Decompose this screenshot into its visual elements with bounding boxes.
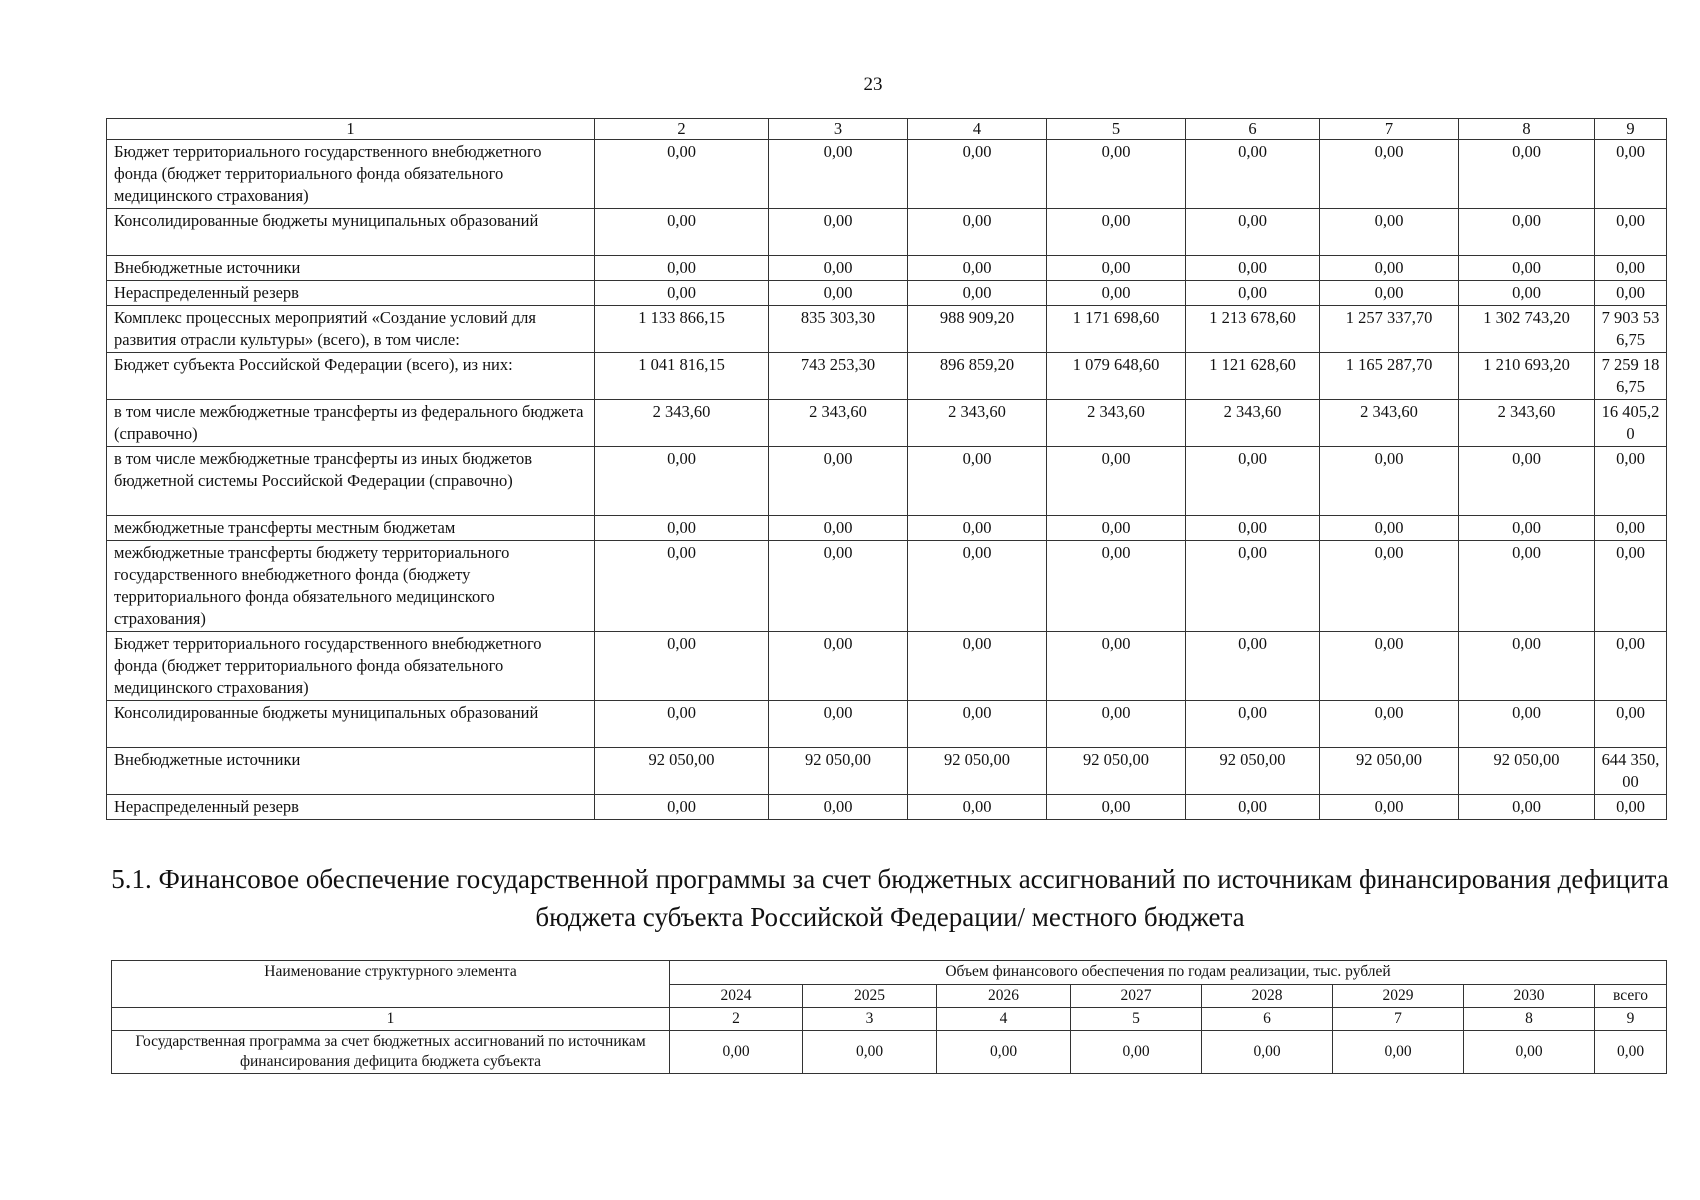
cell-value: 0,00 xyxy=(769,701,908,748)
cell-value: 1 210 693,20 xyxy=(1459,353,1595,400)
cell-value: 0,00 xyxy=(1320,447,1459,516)
cell-value: 0,00 xyxy=(1464,1031,1595,1074)
cell-value: 92 050,00 xyxy=(1459,748,1595,795)
cell-value: 0,00 xyxy=(1186,447,1320,516)
cell-value: 0,00 xyxy=(1186,516,1320,541)
cell-value: 0,00 xyxy=(1186,701,1320,748)
cell-value: 7 259 186,75 xyxy=(1595,353,1667,400)
name-column-header: Наименование структурного элемента xyxy=(112,961,670,1008)
cell-value: 0,00 xyxy=(937,1031,1071,1074)
cell-value: 92 050,00 xyxy=(595,748,769,795)
cell-value: 835 303,30 xyxy=(769,306,908,353)
cell-value: 0,00 xyxy=(1333,1031,1464,1074)
cell-value: 0,00 xyxy=(908,447,1047,516)
row-label: Бюджет субъекта Российской Федерации (всего), из них: xyxy=(107,353,595,400)
cell-value: 0,00 xyxy=(769,447,908,516)
cell-value: 0,00 xyxy=(595,541,769,632)
cell-value: 0,00 xyxy=(1186,209,1320,256)
year-header: 2025 xyxy=(803,984,937,1008)
column-number: 6 xyxy=(1186,119,1320,140)
cell-value: 1 165 287,70 xyxy=(1320,353,1459,400)
column-number: 1 xyxy=(107,119,595,140)
column-number: 7 xyxy=(1333,1008,1464,1031)
page-number: 23 xyxy=(863,74,883,95)
column-number: 2 xyxy=(595,119,769,140)
table-row xyxy=(107,447,1667,516)
cell-value: 1 257 337,70 xyxy=(1320,306,1459,353)
cell-value: 0,00 xyxy=(1320,516,1459,541)
column-number-row xyxy=(112,1008,1667,1031)
cell-value: 0,00 xyxy=(769,795,908,820)
cell-value: 0,00 xyxy=(1047,541,1186,632)
cell-value: 0,00 xyxy=(908,140,1047,209)
cell-value: 92 050,00 xyxy=(1320,748,1459,795)
budget-table xyxy=(106,118,1667,820)
cell-value: 0,00 xyxy=(1595,140,1667,209)
cell-value: 0,00 xyxy=(595,281,769,306)
cell-value: 0,00 xyxy=(1186,632,1320,701)
row-label: межбюджетные трансферты бюджету территориального государственного внебюджетного фонда (бюджету территориального фонда обязательного медицинского страхования) xyxy=(107,541,595,632)
cell-value: 0,00 xyxy=(769,140,908,209)
table-row xyxy=(107,353,1667,400)
column-number: 1 xyxy=(112,1008,670,1031)
cell-value: 2 343,60 xyxy=(1459,400,1595,447)
cell-value: 16 405,20 xyxy=(1595,400,1667,447)
row-label: Бюджет территориального государственного внебюджетного фонда (бюджет территориального фонда обязательного медицинского страхования) xyxy=(107,632,595,701)
table-row xyxy=(107,632,1667,701)
cell-value: 0,00 xyxy=(769,541,908,632)
cell-value: 2 343,60 xyxy=(1186,400,1320,447)
cell-value: 0,00 xyxy=(1047,281,1186,306)
cell-value: 0,00 xyxy=(1459,632,1595,701)
table-row xyxy=(107,400,1667,447)
cell-value: 0,00 xyxy=(1186,256,1320,281)
cell-value: 2 343,60 xyxy=(769,400,908,447)
cell-value: 0,00 xyxy=(595,140,769,209)
cell-value: 0,00 xyxy=(1186,795,1320,820)
cell-value: 0,00 xyxy=(1595,541,1667,632)
cell-value: 0,00 xyxy=(769,632,908,701)
column-number-row xyxy=(107,119,1667,140)
cell-value: 0,00 xyxy=(1595,795,1667,820)
cell-value: 0,00 xyxy=(1047,795,1186,820)
cell-value: 0,00 xyxy=(595,516,769,541)
row-label: Внебюджетные источники xyxy=(107,256,595,281)
cell-value: 0,00 xyxy=(1320,281,1459,306)
column-number: 5 xyxy=(1071,1008,1202,1031)
cell-value: 0,00 xyxy=(769,516,908,541)
row-label: Консолидированные бюджеты муниципальных образований xyxy=(107,209,595,256)
row-label: Внебюджетные источники xyxy=(107,748,595,795)
cell-value: 0,00 xyxy=(1047,447,1186,516)
cell-value: 0,00 xyxy=(1047,256,1186,281)
cell-value: 0,00 xyxy=(1047,701,1186,748)
cell-value: 1 079 648,60 xyxy=(1047,353,1186,400)
cell-value: 0,00 xyxy=(1047,209,1186,256)
table-row xyxy=(107,516,1667,541)
cell-value: 0,00 xyxy=(769,256,908,281)
cell-value: 0,00 xyxy=(908,632,1047,701)
cell-value: 0,00 xyxy=(595,632,769,701)
table-row xyxy=(107,795,1667,820)
total-header: всего xyxy=(1595,984,1667,1008)
cell-value: 7 903 536,75 xyxy=(1595,306,1667,353)
cell-value: 0,00 xyxy=(1202,1031,1333,1074)
cell-value: 0,00 xyxy=(908,256,1047,281)
section-title: 5.1. Финансовое обеспечение государственной программы за счет бюджетных ассигнований по источникам финансирования дефицита бюджета субъекта Российской Федерации/ местного бюджета xyxy=(111,864,1669,932)
cell-value: 0,00 xyxy=(1320,541,1459,632)
cell-value: 1 133 866,15 xyxy=(595,306,769,353)
cell-value: 0,00 xyxy=(595,447,769,516)
cell-value: 0,00 xyxy=(1320,632,1459,701)
table-row xyxy=(107,748,1667,795)
cell-value: 0,00 xyxy=(1320,256,1459,281)
year-header: 2028 xyxy=(1202,984,1333,1008)
cell-value: 0,00 xyxy=(1459,140,1595,209)
cell-value: 0,00 xyxy=(1459,256,1595,281)
table-row xyxy=(107,701,1667,748)
cell-value: 0,00 xyxy=(595,209,769,256)
column-number: 3 xyxy=(803,1008,937,1031)
column-number: 9 xyxy=(1595,1008,1667,1031)
cell-value: 0,00 xyxy=(1047,516,1186,541)
cell-value: 0,00 xyxy=(1320,701,1459,748)
cell-value: 0,00 xyxy=(1071,1031,1202,1074)
cell-value: 1 302 743,20 xyxy=(1459,306,1595,353)
table-row xyxy=(107,140,1667,209)
cell-value: 0,00 xyxy=(1459,281,1595,306)
cell-value: 0,00 xyxy=(1459,701,1595,748)
cell-value: 0,00 xyxy=(769,281,908,306)
row-label: Комплекс процессных мероприятий «Создание условий для развития отрасли культуры» (всего), в том числе: xyxy=(107,306,595,353)
cell-value: 0,00 xyxy=(595,701,769,748)
column-number: 7 xyxy=(1320,119,1459,140)
cell-value: 0,00 xyxy=(1595,281,1667,306)
cell-value: 0,00 xyxy=(1186,541,1320,632)
cell-value: 1 213 678,60 xyxy=(1186,306,1320,353)
row-label: Нераспределенный резерв xyxy=(107,795,595,820)
cell-value: 92 050,00 xyxy=(1186,748,1320,795)
cell-value: 0,00 xyxy=(595,256,769,281)
cell-value: 0,00 xyxy=(1595,447,1667,516)
cell-value: 0,00 xyxy=(1459,541,1595,632)
financing-sources-table xyxy=(111,960,1667,1074)
column-number: 9 xyxy=(1595,119,1667,140)
cell-value: 92 050,00 xyxy=(1047,748,1186,795)
table-row xyxy=(107,256,1667,281)
cell-value: 0,00 xyxy=(769,209,908,256)
row-label: Бюджет территориального государственного внебюджетного фонда (бюджет территориального фонда обязательного медицинского страхования) xyxy=(107,140,595,209)
table-row xyxy=(107,541,1667,632)
cell-value: 0,00 xyxy=(1320,140,1459,209)
column-number: 4 xyxy=(937,1008,1071,1031)
cell-value: 0,00 xyxy=(908,701,1047,748)
cell-value: 0,00 xyxy=(1595,1031,1667,1074)
year-header: 2024 xyxy=(670,984,803,1008)
cell-value: 2 343,60 xyxy=(1320,400,1459,447)
cell-value: 0,00 xyxy=(1595,209,1667,256)
cell-value: 2 343,60 xyxy=(1047,400,1186,447)
header-row xyxy=(112,961,1667,985)
table-row xyxy=(112,1031,1667,1074)
cell-value: 0,00 xyxy=(908,795,1047,820)
volume-column-header: Объем финансового обеспечения по годам реализации, тыс. рублей xyxy=(670,961,1667,985)
cell-value: 0,00 xyxy=(1186,281,1320,306)
row-label: в том числе межбюджетные трансферты из иных бюджетов бюджетной системы Российской Федерации (справочно) xyxy=(107,447,595,516)
cell-value: 0,00 xyxy=(1047,632,1186,701)
cell-value: 92 050,00 xyxy=(908,748,1047,795)
column-number: 5 xyxy=(1047,119,1186,140)
cell-value: 0,00 xyxy=(1595,256,1667,281)
cell-value: 0,00 xyxy=(908,209,1047,256)
cell-value: 0,00 xyxy=(1459,209,1595,256)
row-label: межбюджетные трансферты местным бюджетам xyxy=(107,516,595,541)
cell-value: 2 343,60 xyxy=(908,400,1047,447)
cell-value: 0,00 xyxy=(1459,516,1595,541)
cell-value: 644 350,00 xyxy=(1595,748,1667,795)
cell-value: 0,00 xyxy=(908,541,1047,632)
table-row xyxy=(107,306,1667,353)
year-header: 2026 xyxy=(937,984,1071,1008)
cell-value: 1 041 816,15 xyxy=(595,353,769,400)
cell-value: 0,00 xyxy=(1047,140,1186,209)
cell-value: 0,00 xyxy=(1595,516,1667,541)
cell-value: 1 171 698,60 xyxy=(1047,306,1186,353)
cell-value: 0,00 xyxy=(908,281,1047,306)
table-row xyxy=(107,209,1667,256)
cell-value: 0,00 xyxy=(1459,795,1595,820)
cell-value: 896 859,20 xyxy=(908,353,1047,400)
cell-value: 0,00 xyxy=(908,516,1047,541)
column-number: 8 xyxy=(1459,119,1595,140)
year-header: 2030 xyxy=(1464,984,1595,1008)
cell-value: 0,00 xyxy=(1459,447,1595,516)
column-number: 3 xyxy=(769,119,908,140)
row-label: Нераспределенный резерв xyxy=(107,281,595,306)
cell-value: 0,00 xyxy=(1595,632,1667,701)
cell-value: 0,00 xyxy=(1320,795,1459,820)
cell-value: 0,00 xyxy=(595,795,769,820)
cell-value: 0,00 xyxy=(1186,140,1320,209)
row-label: в том числе межбюджетные трансферты из федерального бюджета (справочно) xyxy=(107,400,595,447)
column-number: 2 xyxy=(670,1008,803,1031)
cell-value: 743 253,30 xyxy=(769,353,908,400)
column-number: 4 xyxy=(908,119,1047,140)
cell-value: 0,00 xyxy=(1595,701,1667,748)
cell-value: 2 343,60 xyxy=(595,400,769,447)
column-number: 8 xyxy=(1464,1008,1595,1031)
table-row xyxy=(107,281,1667,306)
cell-value: 0,00 xyxy=(803,1031,937,1074)
cell-value: 0,00 xyxy=(1320,209,1459,256)
cell-value: 92 050,00 xyxy=(769,748,908,795)
column-number: 6 xyxy=(1202,1008,1333,1031)
cell-value: 1 121 628,60 xyxy=(1186,353,1320,400)
row-label: Государственная программа за счет бюджетных ассигнований по источникам финансирования дефицита бюджета субъекта xyxy=(112,1031,670,1074)
year-header: 2029 xyxy=(1333,984,1464,1008)
cell-value: 0,00 xyxy=(670,1031,803,1074)
row-label: Консолидированные бюджеты муниципальных образований xyxy=(107,701,595,748)
cell-value: 988 909,20 xyxy=(908,306,1047,353)
year-header: 2027 xyxy=(1071,984,1202,1008)
